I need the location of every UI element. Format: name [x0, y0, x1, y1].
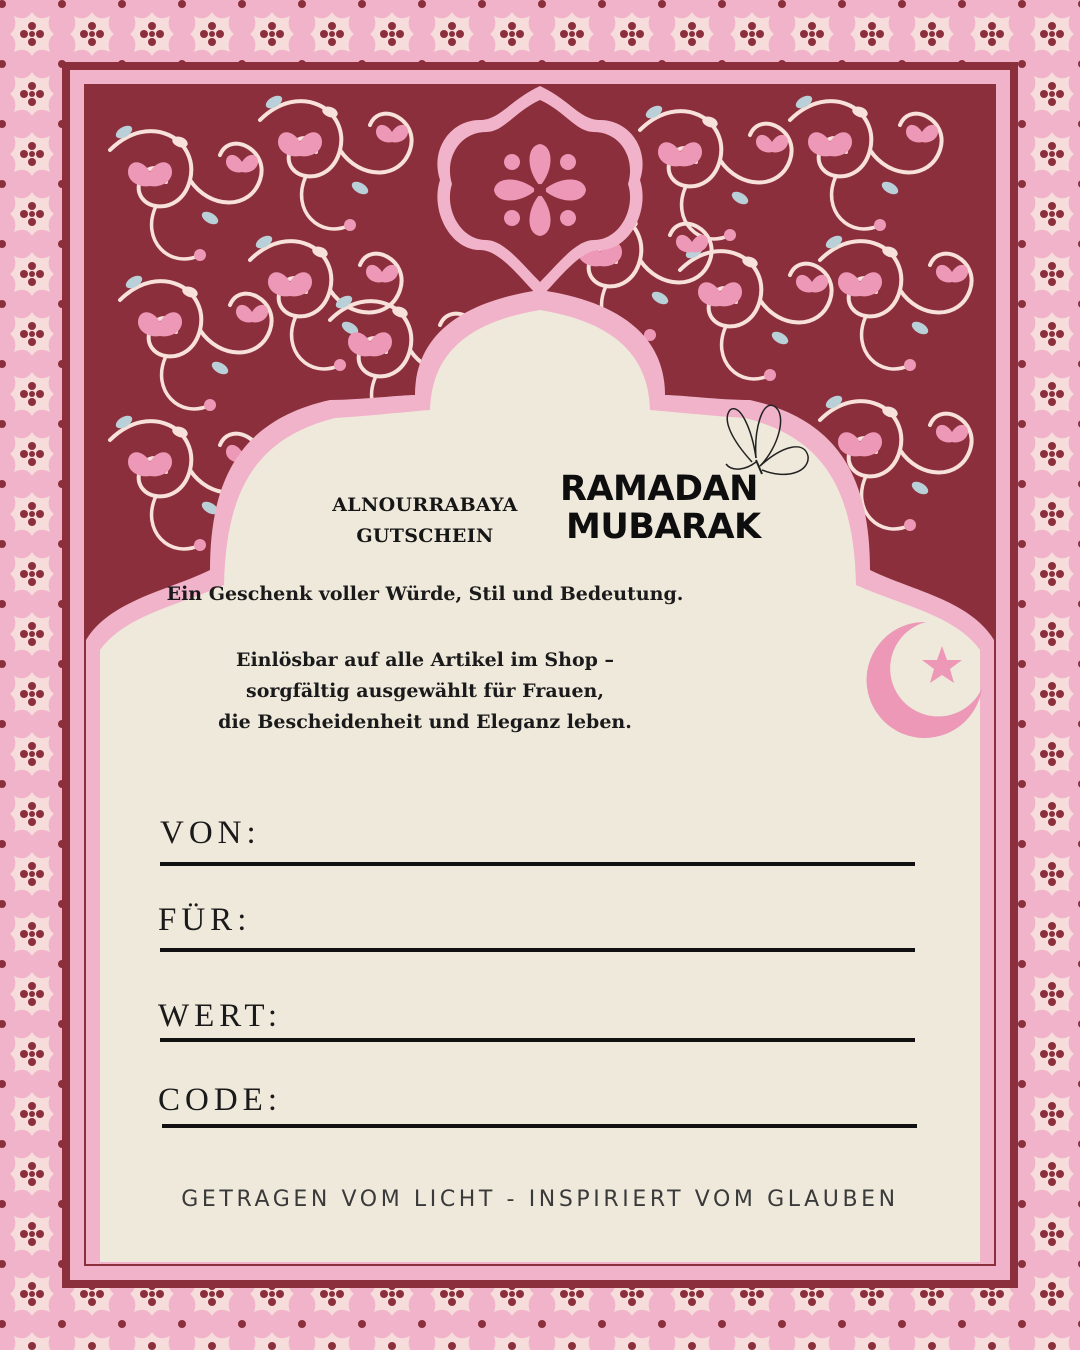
von-label: VON:	[160, 815, 261, 851]
code-label: CODE:	[158, 1082, 282, 1118]
fuer-label: FÜR:	[158, 902, 252, 938]
brand-name: ALNOURRABAYA	[332, 494, 518, 516]
code-field[interactable]	[162, 1124, 917, 1128]
voucher-label: GUTSCHEIN	[356, 525, 494, 547]
description-line: sorgfältig ausgewählt für Frauen,	[246, 680, 604, 702]
von-field[interactable]	[160, 862, 915, 866]
wert-label: WERT:	[158, 998, 283, 1034]
tagline: Ein Geschenk voller Würde, Stil und Bedeutung.	[166, 583, 684, 605]
medallion-flower-icon	[440, 86, 640, 296]
footer-slogan: GETRAGEN VOM LICHT - INSPIRIERT VOM GLAUBEN	[181, 1187, 899, 1212]
brand-title	[300, 490, 550, 552]
description-line: die Bescheidenheit und Eleganz leben.	[218, 711, 632, 733]
greeting-line-1: RAMADAN	[560, 469, 758, 509]
description	[155, 645, 695, 738]
fuer-field[interactable]	[160, 948, 915, 952]
description-line: Einlösbar auf alle Artikel im Shop –	[235, 649, 615, 671]
crescent-star-icon	[862, 618, 986, 742]
wert-field[interactable]	[160, 1038, 915, 1042]
greeting-line-2: MUBARAK	[566, 507, 761, 547]
ramadan-greeting	[560, 470, 790, 546]
